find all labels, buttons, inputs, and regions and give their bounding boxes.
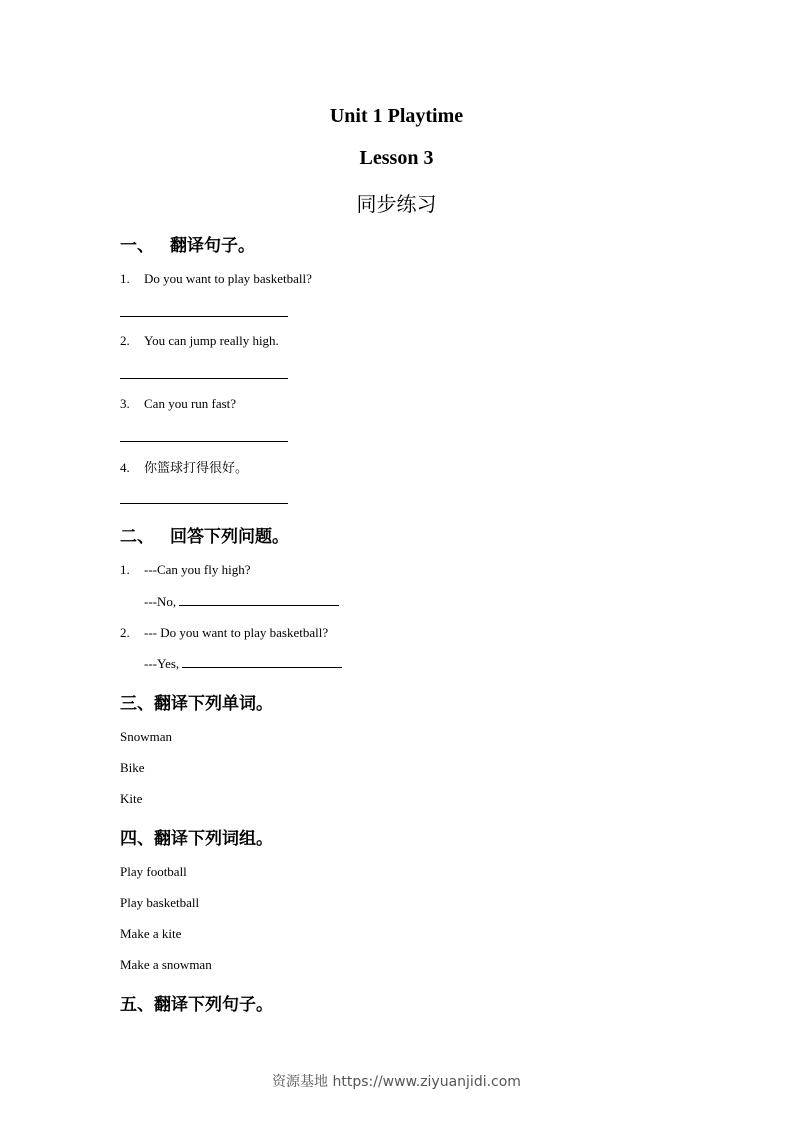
document-subtitle: 同步练习 [356, 192, 437, 216]
question-text: You can jump really high. [144, 333, 279, 348]
question-number: 1. [120, 562, 130, 577]
question-number: 2. [120, 625, 130, 640]
section-2-number: 二、 [120, 527, 154, 547]
section-3-heading: 三、翻译下列单词。 [120, 694, 273, 714]
question-item [120, 271, 312, 287]
question-text: 你篮球打得很好。 [144, 461, 249, 476]
question-number: 1. [120, 271, 130, 286]
section-1-title: 翻译句子。 [170, 236, 255, 256]
question-text: ---Can you fly high? [144, 562, 251, 577]
section-2-title: 回答下列问题。 [170, 527, 289, 547]
phrase-item: Make a kite [120, 926, 182, 941]
answer-line [120, 503, 288, 504]
lesson-title: Lesson 3 [359, 147, 434, 169]
phrase-item: Play basketball [120, 895, 200, 910]
answer-line [120, 378, 288, 379]
question-number: 3. [120, 396, 130, 411]
word-item: Kite [120, 791, 143, 806]
answer-line [120, 441, 288, 442]
question-number: 4. [120, 460, 130, 475]
footer-watermark: 资源基地 https://www.ziyuanjidi.com [272, 1074, 521, 1090]
answer-line [120, 316, 288, 317]
word-item: Bike [120, 760, 145, 775]
phrase-item: Play football [120, 864, 187, 879]
question-item [120, 333, 279, 349]
question-text: Can you run fast? [144, 396, 237, 411]
question-text: --- Do you want to play basketball? [144, 625, 329, 640]
phrase-item: Make a snowman [120, 957, 212, 972]
document-title: Unit 1 Playtime [329, 105, 464, 127]
question-text: Do you want to play basketball? [144, 271, 312, 286]
word-item: Snowman [120, 729, 172, 744]
section-2-heading [120, 522, 289, 547]
answer-row [144, 655, 342, 672]
section-1-heading [120, 231, 255, 256]
answer-blank [179, 593, 339, 606]
answer-prefix: ---No, [144, 594, 177, 609]
answer-row [144, 593, 339, 610]
answer-blank [182, 655, 342, 668]
section-4-heading: 四、翻译下列词组。 [120, 829, 273, 849]
question-item [120, 625, 328, 641]
question-item [120, 457, 248, 476]
question-item [120, 562, 251, 578]
section-5-heading: 五、翻译下列句子。 [120, 995, 273, 1015]
section-1-number: 一、 [120, 236, 154, 256]
question-number: 2. [120, 333, 130, 348]
question-item [120, 396, 236, 412]
answer-prefix: ---Yes, [144, 656, 180, 671]
